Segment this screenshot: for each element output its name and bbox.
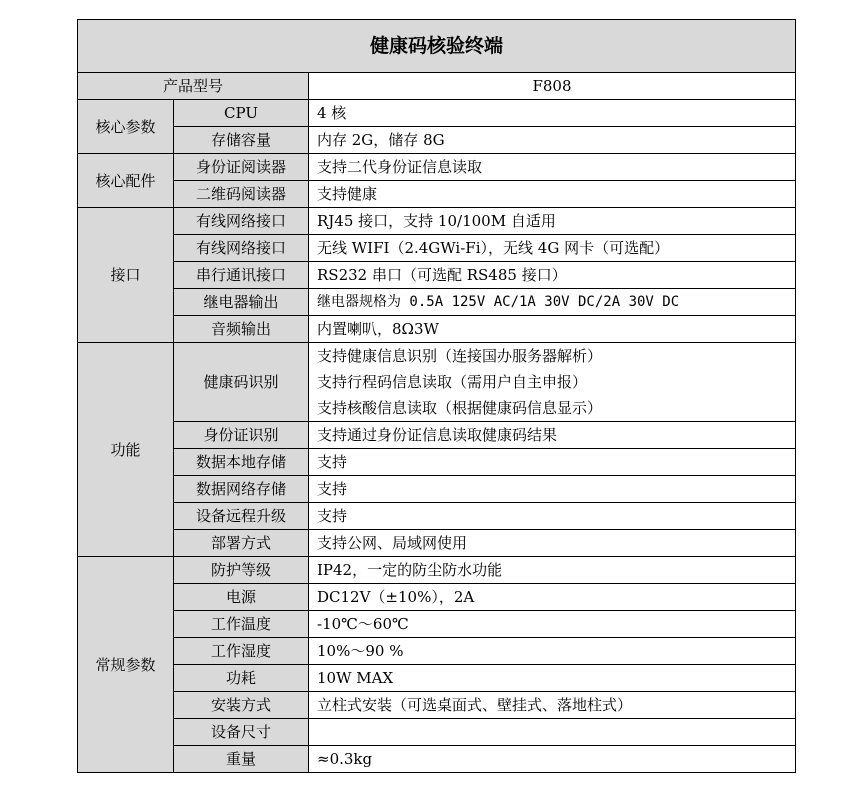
value-line: 支持健康信息识别（连接国办服务器解析）	[317, 347, 603, 365]
row-value: DC12V（±10%），2A	[309, 584, 796, 611]
row-value: RJ45 接口，支持 10/100M 自适用	[309, 208, 796, 235]
row-key: 身份证阅读器	[174, 154, 309, 181]
row-value: 立柱式安装（可选桌面式、壁挂式、落地柱式）	[309, 692, 796, 719]
spec-table	[77, 19, 796, 773]
row-value: 无线 WIFI（2.4GWi-Fi），无线 4G 网卡（可选配）	[309, 235, 796, 262]
row-value: ≈0.3kg	[309, 746, 796, 773]
table-row	[78, 181, 796, 208]
row-value: 支持	[309, 449, 796, 476]
table-row	[78, 611, 796, 638]
row-key: 数据本地存储	[174, 449, 309, 476]
row-value: 内存 2G，储存 8G	[309, 127, 796, 154]
row-key: 电源	[174, 584, 309, 611]
table-row	[78, 557, 796, 584]
table-row	[78, 289, 796, 316]
model-value: F808	[309, 73, 796, 100]
row-value: 支持二代身份证信息读取	[309, 154, 796, 181]
table-row	[78, 692, 796, 719]
row-value: 内置喇叭，8Ω3W	[309, 316, 796, 343]
table-row	[78, 584, 796, 611]
row-value: 10W MAX	[309, 665, 796, 692]
value-line: 支持行程码信息读取（需用户自主申报）	[317, 373, 588, 391]
table-row	[78, 208, 796, 235]
row-value: 支持公网、局域网使用	[309, 530, 796, 557]
row-key: 部署方式	[174, 530, 309, 557]
row-key: 工作温度	[174, 611, 309, 638]
row-key: 身份证识别	[174, 422, 309, 449]
category-interfaces: 接口	[78, 208, 174, 343]
category-general-params: 常规参数	[78, 557, 174, 773]
table-row	[78, 746, 796, 773]
table-row	[78, 316, 796, 343]
table-row	[78, 343, 796, 422]
row-key: 设备尺寸	[174, 719, 309, 746]
category-functions: 功能	[78, 343, 174, 557]
value-line: 支持核酸信息读取（根据健康码信息显示）	[317, 399, 603, 417]
row-key: 功耗	[174, 665, 309, 692]
row-key: 有线网络接口	[174, 235, 309, 262]
table-row	[78, 422, 796, 449]
row-value: 支持健康	[309, 181, 796, 208]
row-value: 4 核	[309, 100, 796, 127]
category-core-params: 核心参数	[78, 100, 174, 154]
row-value: -10℃～60℃	[309, 611, 796, 638]
row-key: 存储容量	[174, 127, 309, 154]
row-value-multiline	[309, 343, 796, 422]
title-row	[78, 20, 796, 73]
model-row	[78, 73, 796, 100]
row-key: 二维码阅读器	[174, 181, 309, 208]
row-key: CPU	[174, 100, 309, 127]
table-row	[78, 719, 796, 746]
model-label: 产品型号	[78, 73, 309, 100]
row-key: 有线网络接口	[174, 208, 309, 235]
row-key: 安装方式	[174, 692, 309, 719]
row-value	[309, 719, 796, 746]
row-value: RS232 串口（可选配 RS485 接口）	[309, 262, 796, 289]
table-row	[78, 476, 796, 503]
table-row	[78, 235, 796, 262]
table-row	[78, 530, 796, 557]
row-value: 10%～90 %	[309, 638, 796, 665]
table-row	[78, 127, 796, 154]
row-value: IP42，一定的防尘防水功能	[309, 557, 796, 584]
row-value: 继电器规格为 0.5A 125V AC/1A 30V DC/2A 30V DC	[309, 289, 796, 316]
table-row	[78, 503, 796, 530]
row-key: 设备远程升级	[174, 503, 309, 530]
row-key: 健康码识别	[174, 343, 309, 422]
row-key: 数据网络存储	[174, 476, 309, 503]
row-key: 重量	[174, 746, 309, 773]
row-key: 音频输出	[174, 316, 309, 343]
table-row	[78, 449, 796, 476]
row-key: 串行通讯接口	[174, 262, 309, 289]
table-row	[78, 638, 796, 665]
row-key: 工作湿度	[174, 638, 309, 665]
table-row	[78, 262, 796, 289]
table-row	[78, 100, 796, 127]
category-core-accessories: 核心配件	[78, 154, 174, 208]
row-value: 支持	[309, 503, 796, 530]
row-key: 防护等级	[174, 557, 309, 584]
table-title: 健康码核验终端	[78, 20, 796, 73]
row-key: 继电器输出	[174, 289, 309, 316]
row-value: 支持通过身份证信息读取健康码结果	[309, 422, 796, 449]
table-row	[78, 154, 796, 181]
row-value: 支持	[309, 476, 796, 503]
table-row	[78, 665, 796, 692]
